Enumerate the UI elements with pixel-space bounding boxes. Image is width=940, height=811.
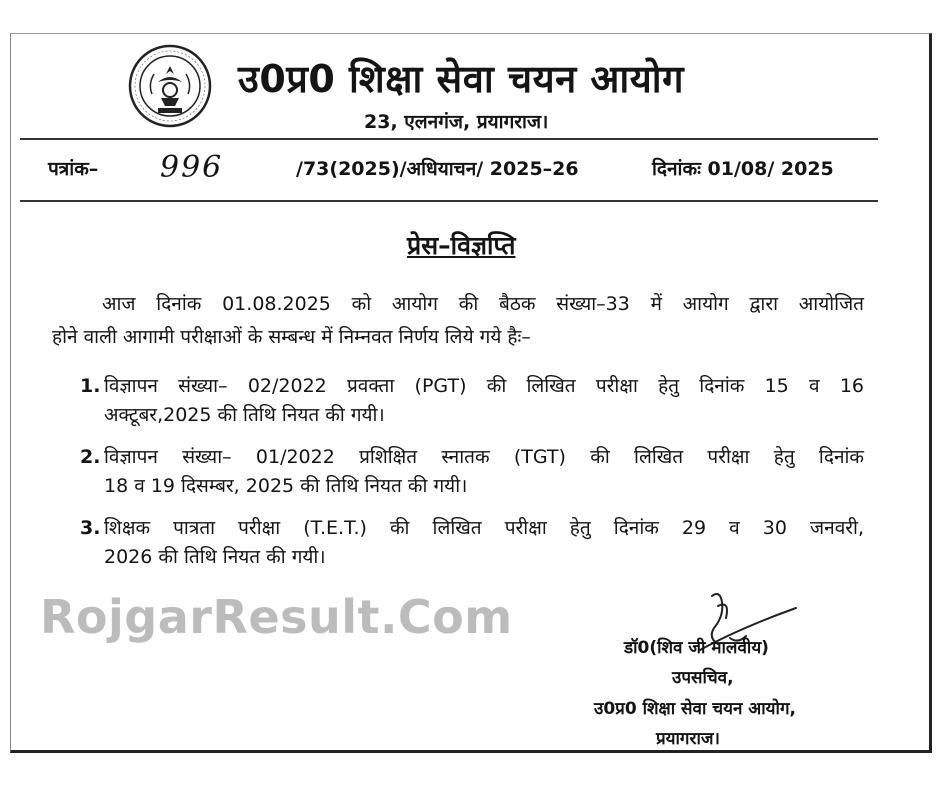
- header-divider: [20, 138, 878, 140]
- organisation-title: उ0प्र0 शिक्षा सेवा चयन आयोग: [238, 57, 685, 101]
- signatory-city: प्रयागराज।: [656, 729, 720, 749]
- reference-code: /73(2025)/अधियाचन/ 2025–26: [296, 158, 579, 180]
- organisation-address: 23, एलनगंज, प्रयागराज।: [364, 111, 549, 133]
- reference-date: दिनांकः 01/08/ 2025: [652, 158, 834, 180]
- item-number: 1.: [80, 375, 101, 397]
- notice-heading: प्रेस–विज्ञप्ति: [407, 231, 516, 260]
- item-number: 2.: [80, 446, 101, 468]
- item-line: 18 व 19 दिसम्बर, 2025 की तिथि नियत की गयी।: [104, 475, 468, 497]
- intro-line-2: होने वाली आगामी परीक्षाओं के सम्बन्ध में निम्नवत निर्णय लिये गये हैः–: [52, 326, 531, 348]
- commission-emblem-icon: [128, 44, 212, 128]
- item-line: विज्ञापन संख्या– 01/2022 प्रशिक्षित स्नातक (TGT) की लिखित परीक्षा हेतु दिनांक: [104, 446, 864, 468]
- item-number: 3.: [80, 517, 101, 539]
- item-line: अक्टूबर,2025 की तिथि नियत की गयी।: [104, 404, 385, 426]
- reference-number: 996: [160, 150, 224, 185]
- item-line: विज्ञापन संख्या– 02/2022 प्रवक्ता (PGT) की लिखित परीक्षा हेतु दिनांक 15 व 16: [104, 375, 864, 397]
- signatory-designation: उपसचिव,: [672, 668, 734, 688]
- watermark: RojgarResult.Com: [40, 590, 513, 644]
- item-line: शिक्षक पात्रता परीक्षा (T.E.T.) की लिखित परीक्षा हेतु दिनांक 29 व 30 जनवरी,: [104, 517, 864, 539]
- signatory-organisation: उ0प्र0 शिक्षा सेवा चयन आयोग,: [594, 699, 796, 719]
- reference-divider: [20, 200, 878, 202]
- item-line: 2026 की तिथि नियत की गयी।: [104, 546, 326, 568]
- intro-line-1: आज दिनांक 01.08.2025 को आयोग की बैठक संख्या–33 में आयोग द्वारा आयोजित: [102, 293, 864, 315]
- reference-label: पत्रांक–: [48, 158, 99, 180]
- signatory-name: डॉ0(शिव जी मालवीय): [624, 638, 769, 658]
